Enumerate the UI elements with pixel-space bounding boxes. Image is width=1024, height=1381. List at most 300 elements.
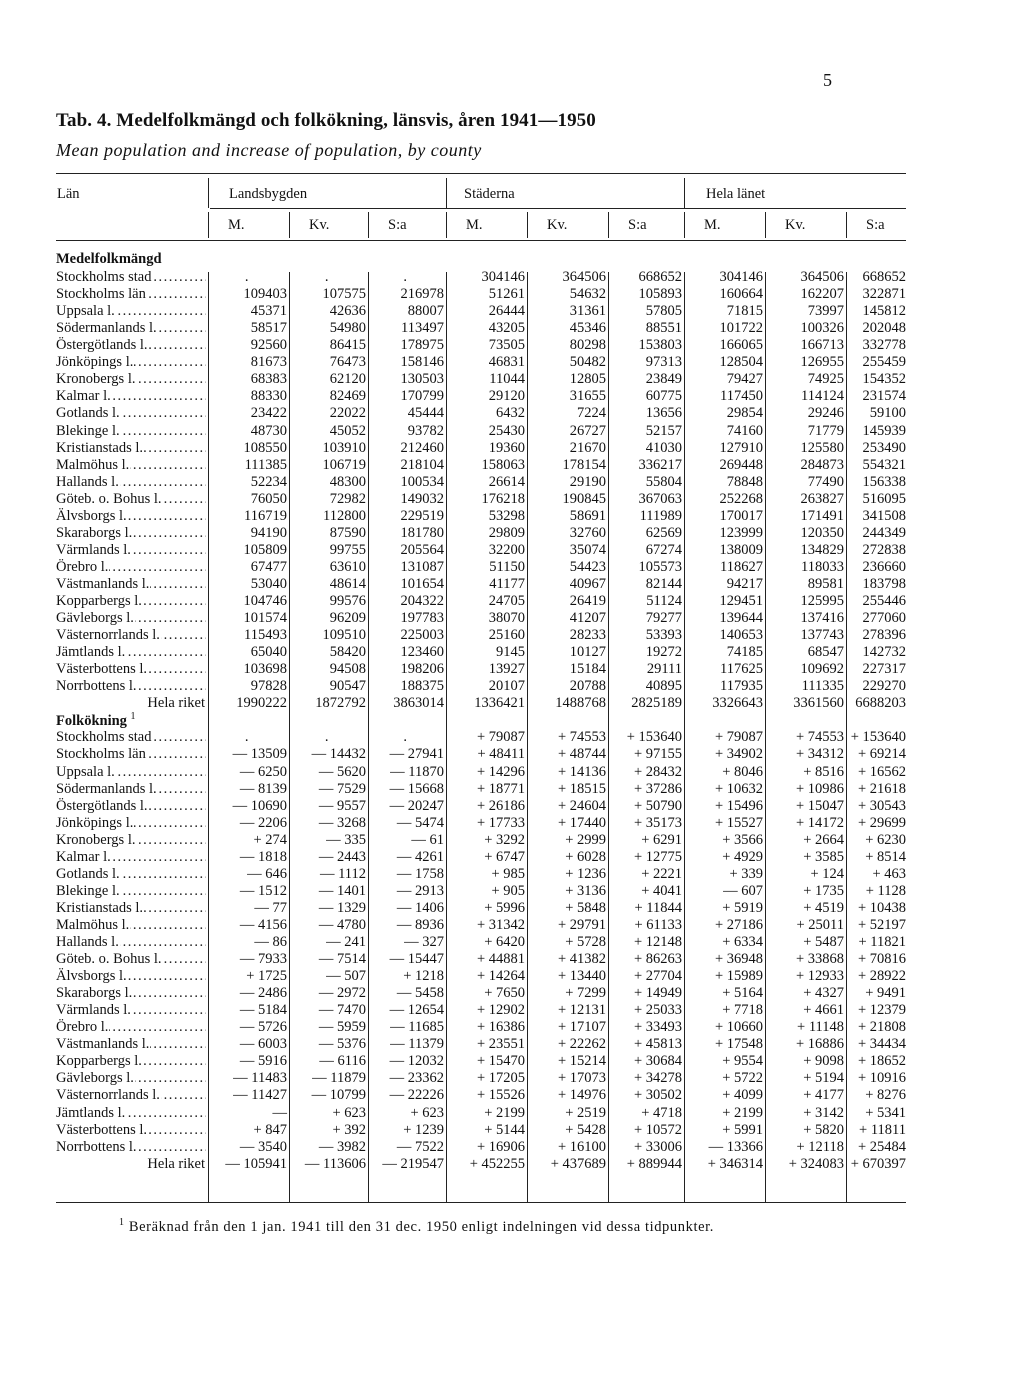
table-cell bbox=[684, 1155, 765, 1173]
cell-value: + 6334 bbox=[722, 934, 763, 950]
table-cell bbox=[846, 933, 908, 951]
cell-value: + 14264 bbox=[476, 968, 525, 985]
cell-value: 236660 bbox=[862, 558, 906, 575]
table-cell bbox=[527, 507, 608, 525]
cell-value: — 11685 bbox=[390, 1019, 444, 1036]
cell-value: 35074 bbox=[569, 541, 606, 558]
table-cell bbox=[208, 865, 289, 883]
row-label-text: Malmöhus l. bbox=[56, 456, 130, 473]
table-cell bbox=[289, 370, 368, 388]
table-cell bbox=[684, 694, 765, 712]
table-cell bbox=[608, 404, 684, 422]
cell-value: 71779 bbox=[807, 422, 844, 439]
cell-value: + 623 bbox=[410, 1104, 444, 1121]
cell-value: 332778 bbox=[862, 337, 906, 354]
cell-value: 57805 bbox=[645, 303, 682, 320]
cell-value: 23849 bbox=[645, 371, 682, 388]
table-cell bbox=[527, 592, 608, 610]
table-cell bbox=[527, 404, 608, 422]
cell-value: 108550 bbox=[243, 439, 287, 456]
table-cell bbox=[527, 984, 608, 1002]
county-label bbox=[56, 626, 206, 644]
cell-value: — 3268 bbox=[318, 814, 366, 831]
table-cell bbox=[608, 558, 684, 576]
cell-value: — 7522 bbox=[396, 1138, 444, 1155]
table-cell bbox=[208, 933, 289, 951]
table-cell bbox=[446, 780, 527, 798]
table-cell bbox=[289, 609, 368, 627]
cell-value: + 74553 bbox=[557, 729, 606, 746]
cell-value: + 15527 bbox=[714, 814, 763, 831]
cell-value: + 15214 bbox=[557, 1053, 606, 1070]
table-cell bbox=[527, 524, 608, 542]
cell-value: — 14432 bbox=[311, 746, 366, 763]
row-label-text: Hallands l. bbox=[56, 473, 119, 490]
cell-value: 19360 bbox=[488, 439, 525, 456]
cell-value: — 1329 bbox=[318, 899, 366, 916]
table-cell bbox=[527, 1018, 608, 1036]
table-cell bbox=[846, 1121, 908, 1139]
table-cell bbox=[368, 319, 446, 337]
cell-value: + 10632 bbox=[714, 780, 763, 797]
table-cell bbox=[527, 933, 608, 951]
table-cell bbox=[289, 745, 368, 763]
table-cell bbox=[446, 592, 527, 610]
cell-value: 1872792 bbox=[315, 695, 366, 712]
table-cell bbox=[846, 694, 908, 712]
cell-value: — 3982 bbox=[318, 1138, 366, 1155]
cell-value: + 45813 bbox=[633, 1036, 682, 1053]
cell-value: 29246 bbox=[807, 405, 844, 422]
table-cell bbox=[368, 541, 446, 559]
table-cell bbox=[446, 1069, 527, 1087]
header-sub-divider bbox=[527, 212, 528, 238]
cell-value: 131087 bbox=[400, 558, 444, 575]
table-cell bbox=[608, 882, 684, 900]
cell-value: 183798 bbox=[862, 575, 906, 592]
table-cell bbox=[684, 1052, 765, 1070]
table-cell bbox=[208, 592, 289, 610]
table-cell bbox=[765, 643, 846, 661]
cell-value: 111385 bbox=[244, 456, 287, 473]
table-cell bbox=[684, 1104, 765, 1122]
table-cell bbox=[446, 1138, 527, 1156]
row-label-text: Kristianstads l. bbox=[56, 439, 143, 456]
section-title-text: Folkökning bbox=[56, 713, 127, 730]
row-label-text: Örebro l. bbox=[56, 1019, 109, 1036]
table-cell bbox=[368, 848, 446, 866]
table-cell bbox=[208, 677, 289, 695]
header-top-rule bbox=[56, 173, 906, 174]
row-label-text: Skaraborgs l. bbox=[56, 524, 133, 541]
cell-value: 60775 bbox=[645, 388, 682, 405]
row-label-text: Västerbottens l. bbox=[56, 1121, 148, 1138]
cell-value: + 30502 bbox=[633, 1087, 682, 1104]
table-cell bbox=[289, 473, 368, 491]
table-cell bbox=[608, 967, 684, 985]
cell-value: 100326 bbox=[800, 320, 844, 337]
row-label-text: Kalmar l. bbox=[56, 848, 111, 865]
cell-value: 52234 bbox=[250, 473, 287, 490]
table-cell bbox=[765, 558, 846, 576]
cell-value: + 11844 bbox=[634, 899, 682, 916]
cell-value: 139644 bbox=[719, 610, 763, 627]
cell-value: — 4780 bbox=[318, 916, 366, 933]
table-cell bbox=[684, 592, 765, 610]
table-cell bbox=[208, 1018, 289, 1036]
header-sub: Kv. bbox=[547, 217, 568, 233]
cell-value: + 5164 bbox=[722, 985, 763, 1002]
table-cell bbox=[289, 677, 368, 695]
table-cell bbox=[765, 1138, 846, 1156]
cell-value: 41177 bbox=[489, 575, 525, 592]
cell-value: + 18771 bbox=[476, 780, 525, 797]
county-label bbox=[56, 456, 206, 474]
table-cell bbox=[368, 592, 446, 610]
section-title bbox=[56, 251, 162, 268]
cell-value: + 11148 bbox=[797, 1019, 844, 1036]
table-cell bbox=[368, 677, 446, 695]
table-cell bbox=[208, 456, 289, 474]
table-cell bbox=[289, 848, 368, 866]
cell-value: + 5820 bbox=[803, 1121, 844, 1138]
table-cell bbox=[368, 558, 446, 576]
table-cell bbox=[289, 797, 368, 815]
table-cell bbox=[684, 984, 765, 1002]
table-cell bbox=[208, 967, 289, 985]
cell-value: 100534 bbox=[400, 473, 444, 490]
table-cell bbox=[368, 285, 446, 303]
county-label bbox=[56, 473, 206, 491]
cell-value: 42636 bbox=[329, 303, 366, 320]
cell-value: + 4661 bbox=[803, 1002, 844, 1019]
county-label bbox=[56, 609, 206, 627]
cell-value: + 463 bbox=[872, 865, 906, 882]
table-cell bbox=[527, 626, 608, 644]
table-cell bbox=[684, 745, 765, 763]
cell-value: + 1239 bbox=[403, 1121, 444, 1138]
table-cell bbox=[208, 950, 289, 968]
cell-value: — 5959 bbox=[318, 1019, 366, 1036]
cell-value: + 6230 bbox=[865, 831, 906, 848]
table-cell bbox=[608, 916, 684, 934]
row-label-text: Hela riket bbox=[147, 695, 205, 712]
cell-value: 516095 bbox=[862, 490, 906, 507]
county-label bbox=[56, 404, 206, 422]
table-cell bbox=[846, 1035, 908, 1053]
cell-value: — 22226 bbox=[389, 1087, 444, 1104]
table-cell bbox=[608, 387, 684, 405]
cell-value: + 50790 bbox=[633, 797, 682, 814]
table-cell bbox=[608, 831, 684, 849]
cell-value: 367063 bbox=[638, 490, 682, 507]
cell-value: + 452255 bbox=[469, 1155, 525, 1172]
table-cell bbox=[608, 643, 684, 661]
header-bottom-rule bbox=[56, 240, 906, 241]
table-cell bbox=[846, 490, 908, 508]
cell-value: 127910 bbox=[719, 439, 763, 456]
cell-value: + 4519 bbox=[803, 899, 844, 916]
cell-value: 41030 bbox=[645, 439, 682, 456]
row-label-text: Västmanlands l. bbox=[56, 1036, 150, 1053]
cell-value: 255446 bbox=[862, 593, 906, 609]
cell-value: 130503 bbox=[400, 371, 444, 388]
row-label-text: Norrbottens l. bbox=[56, 678, 137, 695]
table-cell bbox=[289, 694, 368, 712]
cell-value: + 27186 bbox=[714, 916, 763, 933]
header-sub-divider bbox=[684, 212, 685, 238]
cell-value: + 79087 bbox=[476, 729, 525, 746]
county-label bbox=[56, 1121, 206, 1139]
table-cell bbox=[527, 575, 608, 593]
table-cell bbox=[208, 745, 289, 763]
table-cell bbox=[765, 473, 846, 491]
table-cell bbox=[208, 984, 289, 1002]
table-cell bbox=[289, 780, 368, 798]
table-cell bbox=[446, 626, 527, 644]
cell-value: 134829 bbox=[800, 541, 844, 558]
table-cell bbox=[527, 899, 608, 917]
row-label-text: Södermanlands l. bbox=[56, 320, 157, 337]
cell-value: + 1236 bbox=[565, 865, 606, 882]
cell-value: + 28922 bbox=[857, 968, 906, 985]
county-label bbox=[56, 643, 206, 661]
cell-value: 51261 bbox=[488, 286, 525, 303]
table-cell bbox=[684, 967, 765, 985]
cell-value: 53040 bbox=[250, 575, 287, 592]
cell-value: + 1725 bbox=[246, 968, 287, 985]
table-cell bbox=[208, 899, 289, 917]
cell-value: + 16886 bbox=[795, 1036, 844, 1053]
county-label bbox=[56, 780, 206, 798]
cell-value: + 6028 bbox=[565, 848, 606, 865]
row-label-text: Stockholms stad bbox=[56, 269, 152, 286]
table-cell bbox=[765, 1121, 846, 1139]
cell-value: 20788 bbox=[569, 678, 606, 695]
table-cell bbox=[608, 1138, 684, 1156]
cell-value: 59100 bbox=[869, 405, 906, 422]
cell-value: 322871 bbox=[862, 286, 906, 303]
cell-value: — 105941 bbox=[225, 1155, 287, 1172]
cell-value: + 15526 bbox=[476, 1087, 525, 1104]
cell-value: 216978 bbox=[400, 286, 444, 303]
cell-value: — 15668 bbox=[389, 780, 444, 797]
cell-value: + 11811 bbox=[859, 1121, 906, 1138]
row-label-text: Östergötlands l. bbox=[56, 797, 148, 814]
table-cell bbox=[527, 831, 608, 849]
cell-value: 181780 bbox=[400, 524, 444, 541]
table-cell bbox=[368, 1001, 446, 1019]
row-label-text: Älvsborgs l. bbox=[56, 968, 127, 985]
cell-value: — 219547 bbox=[382, 1155, 444, 1172]
cell-value: 73505 bbox=[488, 337, 525, 354]
table-cell bbox=[208, 643, 289, 661]
table-cell bbox=[846, 456, 908, 474]
table-cell bbox=[608, 370, 684, 388]
cell-value: 46831 bbox=[488, 354, 525, 371]
table-cell bbox=[368, 728, 446, 746]
table-cell bbox=[289, 763, 368, 781]
table-cell bbox=[846, 780, 908, 798]
cell-value: + 10916 bbox=[857, 1070, 906, 1087]
table-cell bbox=[765, 677, 846, 695]
table-cell bbox=[527, 763, 608, 781]
table-cell bbox=[527, 643, 608, 661]
table-cell bbox=[608, 984, 684, 1002]
row-label-text: Västernorrlands l. bbox=[56, 627, 160, 644]
table-cell bbox=[368, 268, 446, 286]
table-cell bbox=[368, 899, 446, 917]
cell-value: 77490 bbox=[807, 473, 844, 490]
cell-value: + 27704 bbox=[633, 968, 682, 985]
cell-value: 117450 bbox=[720, 388, 763, 405]
table-cell bbox=[208, 1121, 289, 1139]
table-cell bbox=[684, 916, 765, 934]
table-cell bbox=[846, 370, 908, 388]
cell-value: 92560 bbox=[250, 337, 287, 354]
table-cell bbox=[765, 1155, 846, 1173]
cell-value: + 17107 bbox=[557, 1019, 606, 1036]
table-cell bbox=[684, 387, 765, 405]
table-cell bbox=[289, 728, 368, 746]
row-label-text: Stockholms län bbox=[56, 746, 146, 763]
table-cell bbox=[446, 558, 527, 576]
table-cell bbox=[684, 848, 765, 866]
cell-value: 178154 bbox=[562, 456, 606, 473]
cell-value: + 4177 bbox=[803, 1087, 844, 1104]
row-label-text: Värmlands l. bbox=[56, 541, 131, 558]
table-cell bbox=[765, 694, 846, 712]
table-cell bbox=[608, 677, 684, 695]
table-cell bbox=[608, 473, 684, 491]
county-label bbox=[56, 1018, 206, 1036]
cell-value: + 339 bbox=[729, 865, 763, 882]
table-cell bbox=[527, 353, 608, 371]
header-sub: S:a bbox=[388, 217, 407, 233]
table-cell bbox=[289, 422, 368, 440]
row-label-text: Gävleborgs l. bbox=[56, 610, 134, 627]
table-cell bbox=[846, 541, 908, 559]
header-sub-divider bbox=[208, 212, 209, 238]
table-cell bbox=[608, 490, 684, 508]
table-cell bbox=[289, 439, 368, 457]
row-label-text: Kronobergs l. bbox=[56, 831, 136, 848]
cell-value: 26444 bbox=[488, 303, 525, 320]
table-cell bbox=[846, 677, 908, 695]
table-cell bbox=[608, 1018, 684, 1036]
cell-value: + 1128 bbox=[865, 882, 906, 899]
table-cell bbox=[527, 1155, 608, 1173]
table-cell bbox=[765, 865, 846, 883]
cell-value: 6432 bbox=[496, 405, 525, 422]
cell-value: + 23551 bbox=[476, 1036, 525, 1053]
table-cell bbox=[289, 1155, 368, 1173]
cell-value: 118033 bbox=[801, 558, 844, 575]
cell-value: 154352 bbox=[862, 371, 906, 388]
cell-value: + 905 bbox=[491, 882, 525, 899]
table-cell bbox=[684, 950, 765, 968]
cell-value: + 5428 bbox=[565, 1121, 606, 1138]
cell-value: 31361 bbox=[569, 303, 606, 320]
table-cell bbox=[684, 677, 765, 695]
row-label-text: Värmlands l. bbox=[56, 1002, 131, 1019]
cell-value: 78848 bbox=[726, 473, 763, 490]
cell-value: — 5184 bbox=[239, 1002, 287, 1019]
table-cell bbox=[289, 285, 368, 303]
table-cell bbox=[765, 507, 846, 525]
cell-value: — 12032 bbox=[389, 1053, 444, 1070]
cell-value: 62120 bbox=[329, 371, 366, 388]
table-cell bbox=[684, 524, 765, 542]
cell-value: 101722 bbox=[719, 320, 763, 337]
table-cell bbox=[368, 302, 446, 320]
header-group-divider bbox=[446, 178, 447, 208]
table-cell bbox=[765, 745, 846, 763]
cell-value: + 8514 bbox=[865, 848, 906, 865]
table-cell bbox=[289, 575, 368, 593]
cell-value: 160664 bbox=[719, 286, 763, 303]
table-cell bbox=[368, 882, 446, 900]
cell-value: + 16386 bbox=[476, 1019, 525, 1036]
county-label bbox=[56, 353, 206, 371]
table-cell bbox=[289, 456, 368, 474]
cell-value: — 3540 bbox=[239, 1138, 287, 1155]
cell-value: + 26186 bbox=[476, 797, 525, 814]
cell-value: 25160 bbox=[488, 627, 525, 644]
table-cell bbox=[608, 439, 684, 457]
cell-value: 3863014 bbox=[393, 695, 444, 712]
table-cell bbox=[527, 797, 608, 815]
county-label bbox=[56, 745, 206, 763]
table-cell bbox=[608, 848, 684, 866]
cell-value: 40967 bbox=[569, 575, 606, 592]
cell-value: + 3585 bbox=[803, 848, 844, 865]
table-cell bbox=[608, 1121, 684, 1139]
table-cell bbox=[846, 814, 908, 832]
cell-value: — 5620 bbox=[318, 763, 366, 780]
cell-value: 114124 bbox=[801, 388, 844, 405]
cell-value: 32200 bbox=[488, 541, 525, 558]
cell-value: 72982 bbox=[329, 490, 366, 507]
table-cell bbox=[608, 1104, 684, 1122]
table-cell bbox=[208, 558, 289, 576]
table-cell bbox=[684, 933, 765, 951]
table-cell bbox=[446, 268, 527, 286]
table-cell bbox=[765, 370, 846, 388]
cell-value: + 37286 bbox=[633, 780, 682, 797]
cell-value: 81673 bbox=[250, 354, 287, 371]
table-cell bbox=[527, 780, 608, 798]
cell-value: — 13509 bbox=[232, 746, 287, 763]
cell-value: + 124 bbox=[810, 865, 844, 882]
table-cell bbox=[289, 916, 368, 934]
county-label bbox=[56, 814, 206, 832]
section-title bbox=[56, 711, 136, 730]
row-label-text: Uppsala l. bbox=[56, 303, 115, 320]
cell-value: + 7299 bbox=[565, 985, 606, 1002]
cell-value: 140653 bbox=[719, 627, 763, 644]
cell-value: 138009 bbox=[719, 541, 763, 558]
cell-value: 94190 bbox=[250, 524, 287, 541]
county-label bbox=[56, 1069, 206, 1087]
row-label-text: Jämtlands l. bbox=[56, 1104, 126, 1121]
table-cell bbox=[208, 1052, 289, 1070]
county-label bbox=[56, 984, 206, 1002]
cell-value: + 2221 bbox=[641, 865, 682, 882]
cell-value: + 48411 bbox=[477, 746, 525, 763]
table-cell bbox=[446, 660, 527, 678]
cell-value: 129451 bbox=[719, 593, 763, 609]
